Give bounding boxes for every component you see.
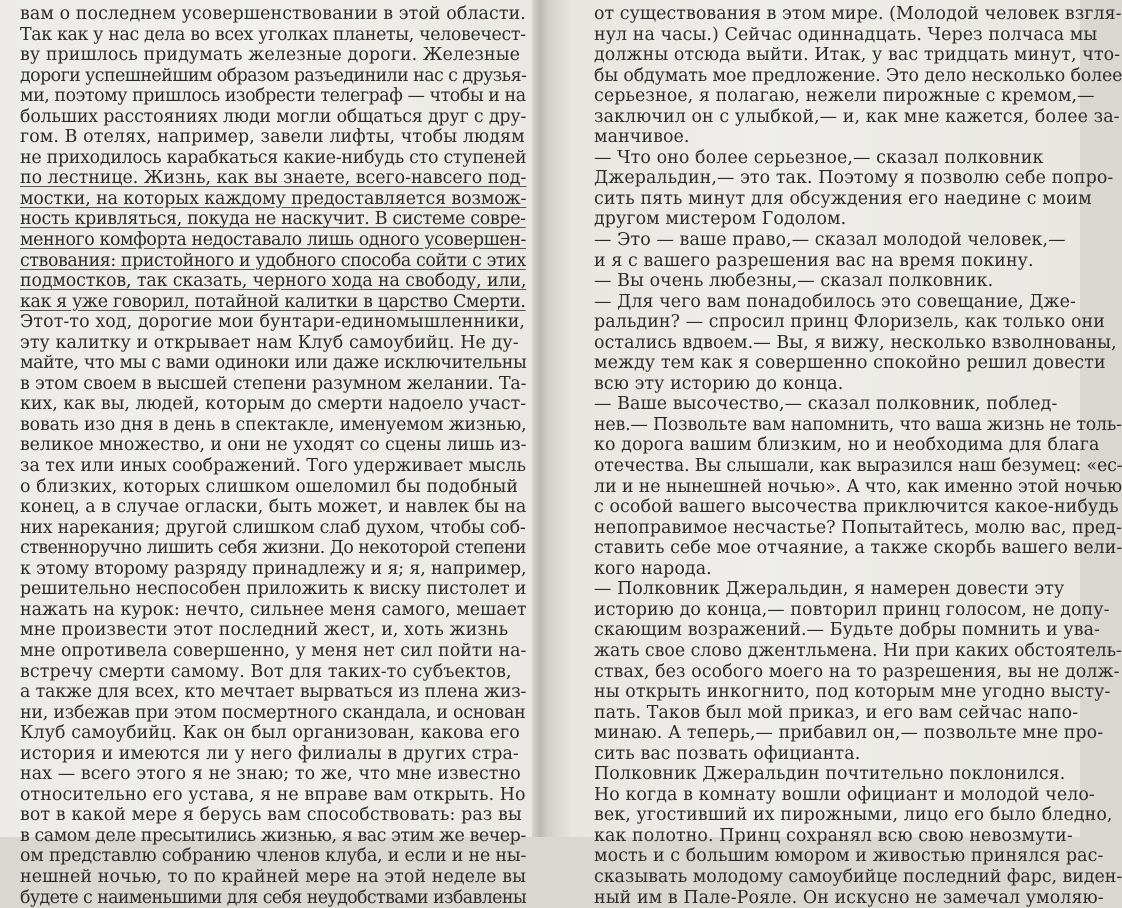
text-line: ны открыть инкогнито, под которым мне угодно высту- (594, 682, 1111, 703)
left-page (0, 0, 540, 908)
text-line: будете с наименьшими для себя неудобствами избавлены (20, 887, 527, 908)
text-line: по лестнице. Жизнь, как вы знаете, всего-навсего под- (20, 168, 527, 189)
text-line: больших расстояниях люди могли общаться друг с дру- (20, 106, 527, 127)
text-line: остались вдвоем.— Вы, я вижу, несколько взволнованы, (594, 332, 1117, 353)
text-line: а также для всех, кто мечтает вырваться из плена жиз- (20, 682, 527, 703)
text-line: ни, избежав при этом посмертного скандала, и основан (20, 702, 526, 723)
text-line: — Что оно более серьезное,— сказал полковник (594, 147, 1044, 168)
text-line: нах — всего этого я не знаю; то же, что мне известно (20, 764, 521, 785)
text-line: вот в какой мере я берусь вам способствовать: раз вы (20, 805, 522, 826)
text-line: Но когда в комнату вошли официант и молодой чело- (594, 784, 1095, 805)
text-line: Полковник Джеральдин почтительно поклонился. (594, 764, 1066, 785)
text-line: ственноручно лишить себя жизни. До некоторой степени (20, 538, 526, 559)
text-line: ральдин? — спросил принц Флоризель, как только они (594, 312, 1105, 333)
text-line: жать свое слово джентльмена. Ни при каких обстоятель- (594, 640, 1122, 661)
text-line: между тем как я совершенно спокойно решил довести (594, 353, 1106, 374)
text-line: — Полковник Джеральдин, я намерен довести эту (594, 579, 1065, 600)
text-line: дороги успешнейшим образом разъединили нас с друзья- (20, 65, 527, 86)
text-line: заключил он с улыбкой,— и, как мне кажется, более за- (594, 106, 1120, 127)
text-line: ву пришлось придумать железные дороги. Железные (20, 45, 521, 66)
text-line: Джеральдин,— это так. Поэтому я позволю себе попро- (594, 168, 1114, 189)
text-line: должны отсюда выйти. Итак, у вас тридцать минут, что- (594, 45, 1121, 66)
text-line: манчивое. (594, 127, 690, 148)
text-line: них нарекания; другой слишком слаб духом, чтобы соб- (20, 517, 526, 538)
left-page-text (20, 4, 526, 908)
text-line: нев.— Позвольте вам напомнить, что ваша жизнь не толь- (594, 414, 1122, 435)
text-line: нажать на курок: нечто, сильнее меня самого, мешает (20, 599, 527, 620)
text-line: историю до конца,— повторил принц голосом, не допу- (594, 599, 1110, 620)
text-line: — Вы очень любезны,— сказал полковник. (594, 271, 994, 292)
text-line: сказывать молодому самоубийце последний фарс, виден- (594, 866, 1122, 887)
text-line: мость и с большим юмором и живостью принялся рас- (594, 846, 1104, 867)
text-line: ность кривляться, покуда не наскучит. В системе совре- (20, 209, 526, 230)
text-line: кого народа. (594, 558, 712, 579)
text-line: ный им в Пале-Рояле. Он искусно не замечал умоляю- (594, 887, 1104, 908)
text-line: минаю. А теперь,— прибавил он,— позвольте мне про- (594, 723, 1104, 744)
text-line: решительно неспособен приложить к виску пистолет и (20, 579, 527, 600)
text-line: майте, что мы с вами одиноки или даже исключительны (20, 353, 527, 374)
text-line: ствования: пристойного и удобного способа сойти с этих (20, 250, 526, 271)
text-line: относительно его устава, я не вправе вам открыть. Но (20, 784, 526, 805)
text-line: менного комфорта недоставало лишь одного усовершен- (20, 230, 527, 251)
text-line: вам о последнем усовершенствовании в этой области. (20, 4, 526, 24)
text-line: ставить себе мое отчаяние, а также скорбь вашего вели- (594, 538, 1122, 559)
book-gutter (532, 0, 548, 837)
text-line: гом. В отелях, например, завели лифты, чтобы людям (20, 127, 525, 148)
text-line: в самом деле пресытились жизнью, я вас этим же вечер- (20, 825, 526, 846)
text-line: история и имеются ли у него филиалы в других стра- (20, 743, 519, 764)
text-line: мостки, на которых каждому предоставляется возмож- (20, 188, 527, 209)
text-line: великое множество, и они не уходят со сцены лишь из- (20, 435, 527, 456)
text-line: мне опротивела совершенно, у меня нет сил пойти на- (20, 640, 527, 661)
text-line: Клуб самоубийц. Как он был организован, какова его (20, 723, 520, 744)
text-line: о близких, которых слишком ошеломил бы подобный (20, 476, 519, 497)
text-line: ом представлю собранию членов клуба, и если и не ны- (20, 846, 527, 867)
text-line: эту калитку и открывает нам Клуб самоубийц. Не ду- (20, 332, 519, 353)
text-line: и я с вашего разрешения вас на время покину. (594, 250, 1034, 271)
text-line: пать. Таков был мой приказ, и его вам сейчас напо- (594, 702, 1079, 723)
text-line: всю эту историю до конца. (594, 373, 844, 394)
text-line: нул на часы.) Сейчас одиннадцать. Через полчаса мы (594, 24, 1098, 45)
text-line: в этом своем в высшей степени разумном желании. Та- (20, 373, 527, 394)
text-line: вовать изо дня в день в спектакле, именуемом жизнью, (20, 414, 527, 435)
text-line: как полотно. Принц сохранял всю свою невозмути- (594, 825, 1073, 846)
text-line: непоправимое несчастье? Попытайтесь, молю вас, пред- (594, 517, 1122, 538)
text-line: мне произвести этот последний жест, и, хоть жизнь (20, 620, 509, 641)
text-line: нешней ночью, то по крайней мере на этой неделе вы (20, 866, 527, 887)
text-line: как я уже говорил, потайной калитки в царство Смерти. (20, 291, 526, 312)
text-line: конец, а в случае огласки, быть может, и навлек бы на (20, 497, 527, 518)
text-line: к этому второму разряду принадлежу и я; я, например, (20, 558, 527, 579)
text-line: век, угостивший их пирожными, лицо его было бледно, (594, 805, 1113, 826)
text-line: — Это — ваше право,— сказал молодой человек,— (594, 230, 1066, 251)
text-line: отечества. Вы слышали, как выразился наш безумец: «ес- (594, 456, 1122, 477)
text-line: бы обдумать мое предложение. Это дело несколько более (594, 65, 1122, 86)
text-line: другом мистером Годолом. (594, 209, 847, 230)
text-line: за тех или иных соображений. Того удерживает мысль (20, 456, 526, 477)
text-line: — Для чего вам понадобилось это совещание, Дже- (594, 291, 1076, 312)
text-line: сить вас позвать официанта. (594, 743, 861, 764)
text-line: не приходилось карабкаться какие-нибудь сто ступеней (20, 147, 527, 168)
text-line: ких, как вы, людей, которым до смерти надоело участ- (20, 394, 527, 415)
right-page (540, 0, 1122, 908)
text-line: ко дорога вашим близким, но и необходима для блага (594, 435, 1100, 456)
text-line: ли и не нынешней ночью». А что, как именно этой ночью (594, 476, 1122, 497)
text-line: с особой вашего высочества приключится какое-нибудь (594, 497, 1119, 518)
text-line: — Ваше высочество,— сказал полковник, поблед- (594, 394, 1058, 415)
text-line: Этот-то ход, дорогие мои бунтари-единомышленники, (20, 312, 526, 333)
text-line: встречу смерти самому. Вот для таких-то субъектов, (20, 661, 512, 682)
text-line: ми, поэтому пришлось изобрести телеграф — чтобы и на (20, 86, 526, 107)
text-line: подмостков, так сказать, черного хода на свободу, или, (20, 271, 527, 292)
text-line: ствах, без особого моего на то разрешения, вы не долж- (594, 661, 1120, 682)
right-page-text (594, 4, 1122, 908)
text-line: от существования в этом мире. (Молодой человек взгля- (594, 4, 1122, 24)
text-line: Так как у нас дела во всех уголках планеты, человечест- (20, 24, 526, 45)
text-line: сить пять минут для обсуждения его наедине с моим (594, 188, 1092, 209)
text-line: скающим возражений.— Будьте добры помнить и ува- (594, 620, 1101, 641)
text-line: серьезное, я полагаю, нежели пирожные с кремом,— (594, 86, 1095, 107)
